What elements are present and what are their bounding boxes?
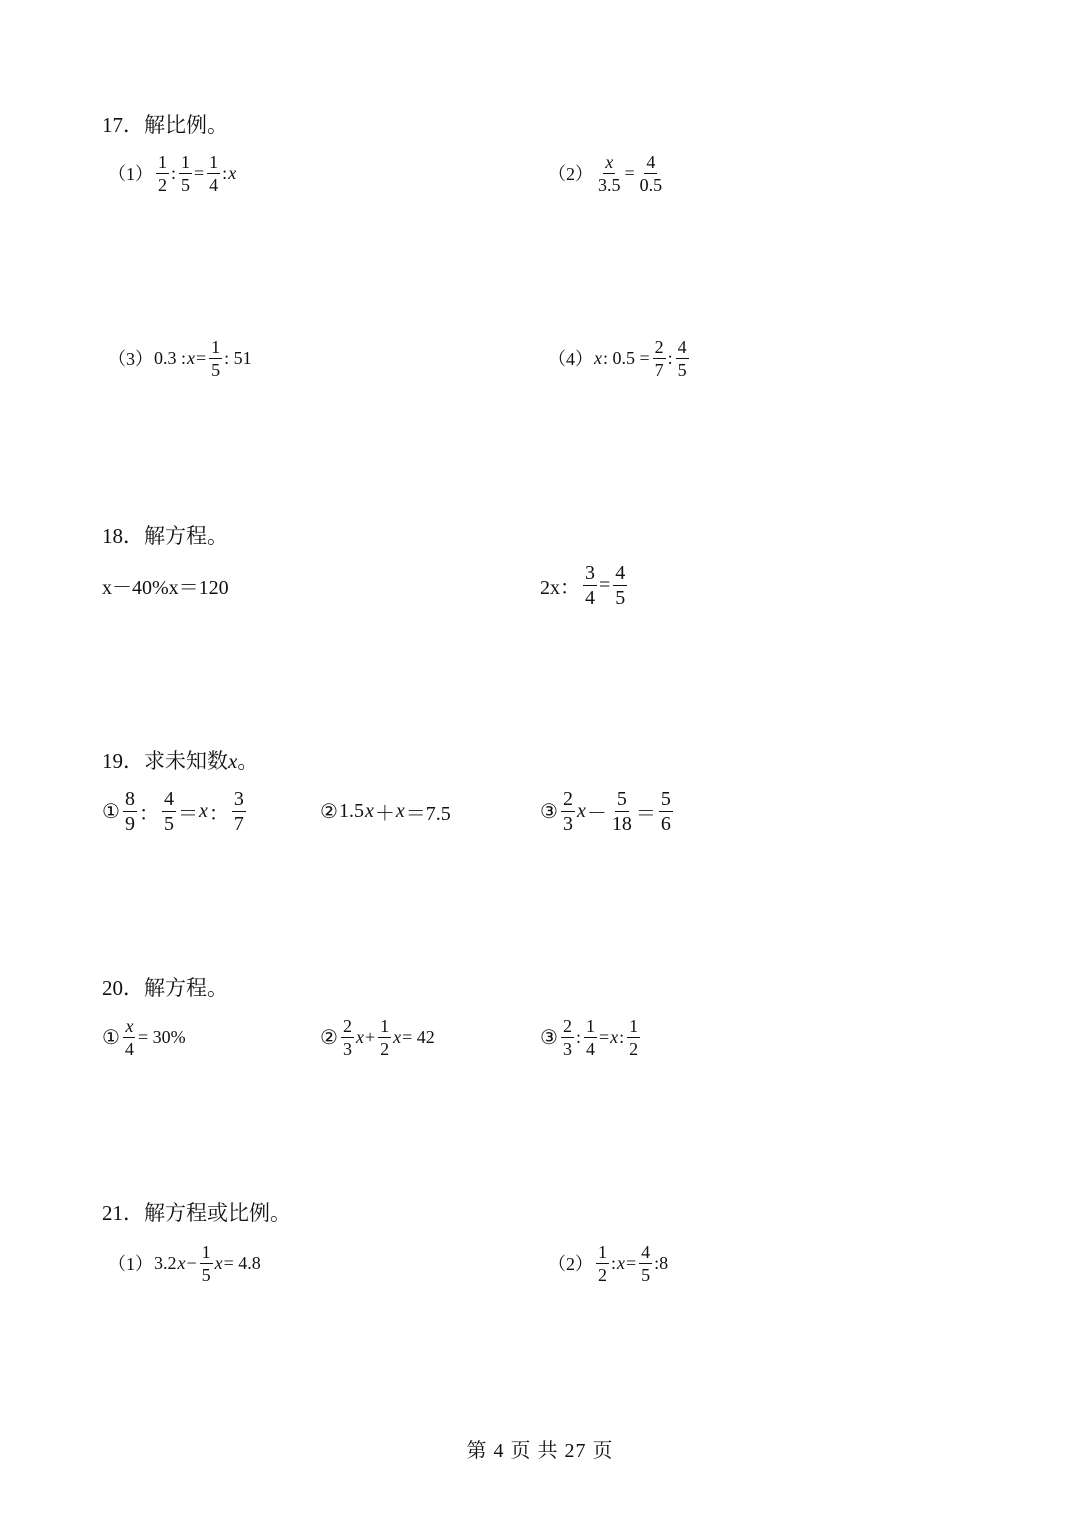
fraction: $\frac{x}{4}$ <box>124 1015 134 1059</box>
fraction: $\frac{1}{4}$ <box>209 151 219 195</box>
fraction: $\frac{3}{4}$ <box>585 561 595 609</box>
q18-problem-1: x－40%x＝120 <box>102 576 229 599</box>
fraction: $\frac{5}{18}$ <box>611 787 632 835</box>
fraction: $\frac{4}{5}$ <box>677 336 687 380</box>
fraction: $\frac{4}{5}$ <box>641 1241 651 1285</box>
fraction: $\frac{4}{0.5}$ <box>639 151 663 195</box>
fraction: $\frac{3}{7}$ <box>233 787 244 835</box>
fraction: $\frac{1}{2}$ <box>380 1015 390 1059</box>
q17-title: 17．解比例。 <box>102 113 228 137</box>
fraction: $\frac{8}{9}$ <box>124 787 135 835</box>
q18-title: 18．解方程。 <box>102 524 228 548</box>
fraction: $\frac{2}{3}$ <box>342 1015 352 1059</box>
q17-problem-1: （1） $\frac{1}{2}$ : $\frac{1}{5}$ = $\frac{1}{4}$ : x <box>108 151 237 195</box>
fraction: $\frac{1}{5}$ <box>201 1241 211 1285</box>
q20-problem-1: ① $\frac{x}{4}$ = 30% <box>102 1015 186 1059</box>
q19-title: 19．求未知数x。 <box>102 749 259 773</box>
page-footer: 第 4 页 共 27 页 <box>466 1440 614 1462</box>
q21-problem-2: （2） $\frac{1}{2}$ : x = $\frac{4}{5}$ :8 <box>548 1241 669 1285</box>
fraction: $\frac{5}{6}$ <box>660 787 671 835</box>
fraction: $\frac{2}{3}$ <box>562 787 573 835</box>
fraction: $\frac{1}{5}$ <box>181 151 191 195</box>
fraction: $\frac{1}{2}$ <box>158 151 167 195</box>
fraction: $\frac{1}{5}$ <box>211 336 221 380</box>
q17-problem-3: （3） 0.3 : x = $\frac{1}{5}$ : 51 <box>108 336 252 380</box>
q21-problem-1: （1） 3.2 x − $\frac{1}{5}$ x = 4.8 <box>108 1241 261 1285</box>
q17-problem-2: （2） $\frac{x}{3.5}$ = $\frac{4}{0.5}$ <box>548 151 663 195</box>
q19-problem-1: ① $\frac{8}{9}$ ： $\frac{4}{5}$ ＝ x ： $\frac{3}{7}$ <box>102 787 244 835</box>
q17-p1-label: （1） <box>108 164 153 184</box>
q20-title: 20．解方程。 <box>102 976 228 1000</box>
fraction: $\frac{4}{5}$ <box>163 787 174 835</box>
q21-title: 21．解方程或比例。 <box>102 1201 291 1225</box>
q19-problem-2: ② 1.5 x ＋ x ＝7.5 <box>320 799 451 825</box>
fraction: $\frac{x}{3.5}$ <box>598 151 621 195</box>
q20-problem-2: ② $\frac{2}{3}$ x + $\frac{1}{2}$ x = 42 <box>320 1015 435 1059</box>
fraction: $\frac{2}{3}$ <box>562 1015 572 1059</box>
fraction: $\frac{2}{7}$ <box>654 336 664 380</box>
q20-problem-3: ③ $\frac{2}{3}$ : $\frac{1}{4}$ = x : $\frac{1}{2}$ <box>540 1015 639 1059</box>
q18-problem-2: 2x： $\frac{3}{4}$ = $\frac{4}{5}$ <box>540 561 626 609</box>
q19-problem-3: ③ $\frac{2}{3}$ x － $\frac{5}{18}$ ＝ $\frac{5}{6}$ <box>540 787 671 835</box>
fraction: $\frac{1}{4}$ <box>585 1015 595 1059</box>
q17-problem-4: （4） x : 0.5 = $\frac{2}{7}$ : $\frac{4}{5}$ <box>548 336 687 380</box>
fraction: $\frac{1}{2}$ <box>629 1015 639 1059</box>
fraction: $\frac{1}{2}$ <box>598 1241 607 1285</box>
fraction: $\frac{4}{5}$ <box>615 561 626 609</box>
